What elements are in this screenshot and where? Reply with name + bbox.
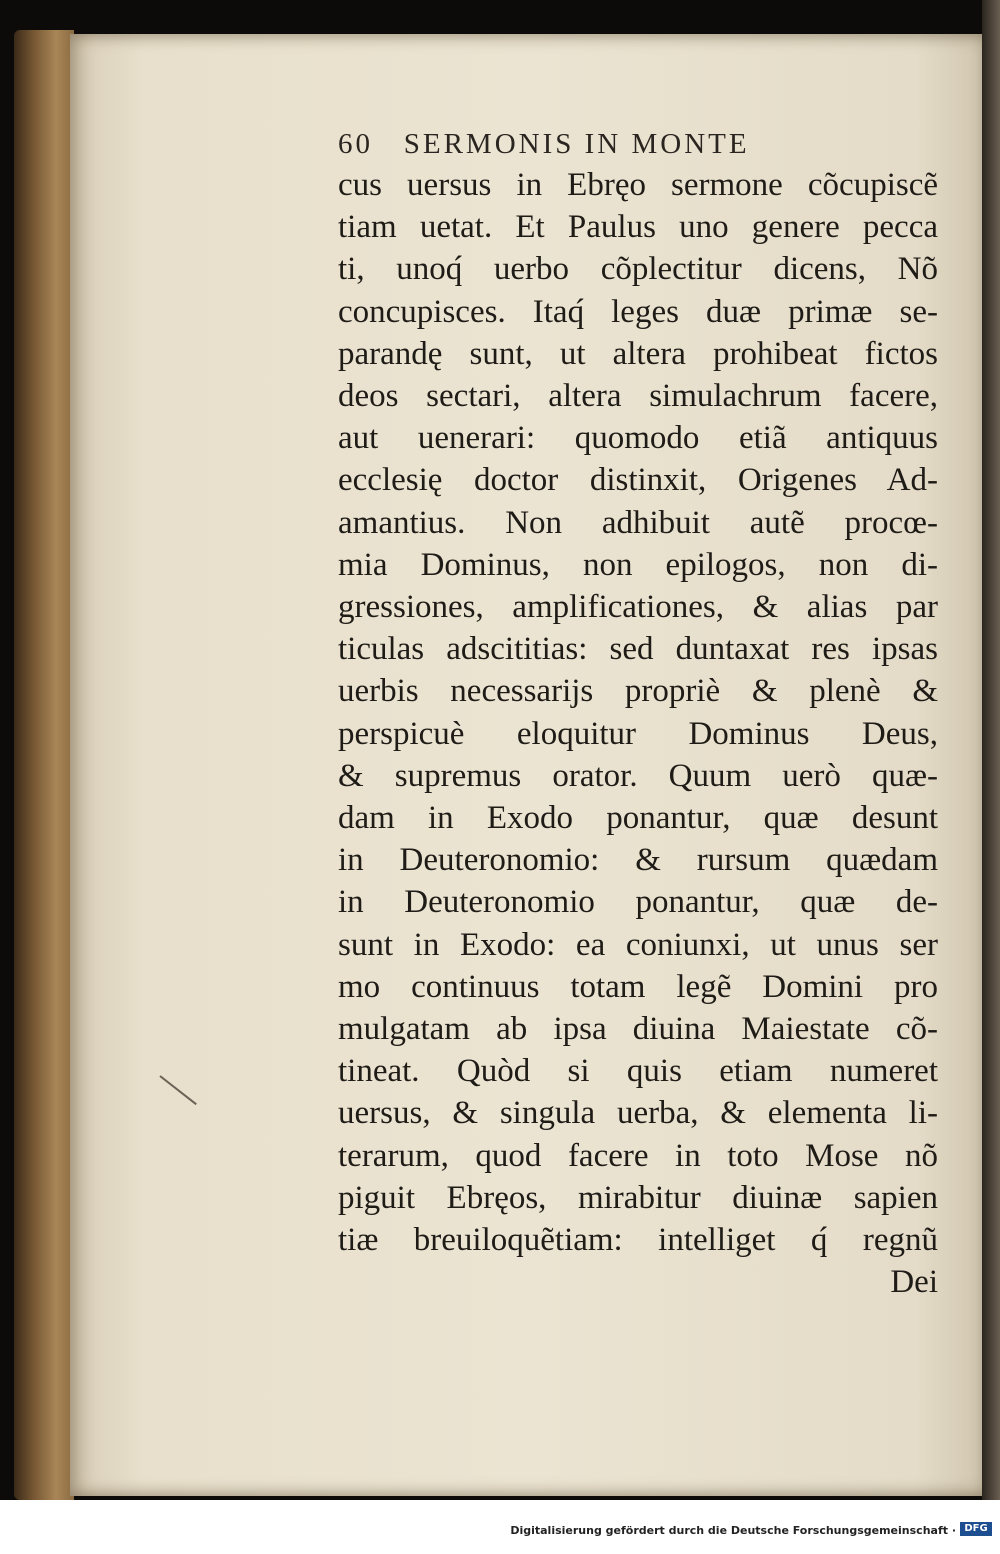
text-line: tiæ breuiloquẽtiam: intelliget q́ regnũ xyxy=(338,1222,938,1259)
footer-credit: Digitalisierung gefördert durch die Deutsche Forschungsgemeinschaft · xyxy=(510,1524,956,1537)
text-line: mulgatam ab ipsa diuina Maiestate cõ- xyxy=(338,1011,938,1048)
running-title: SERMONIS IN MONTE xyxy=(403,128,750,160)
text-line: uersus, & singula uerba, & elementa li- xyxy=(338,1095,938,1132)
book-edge xyxy=(14,30,74,1500)
catchword: Dei xyxy=(890,1264,938,1301)
text-line: amantius. Non adhibuit autẽ procœ- xyxy=(338,504,938,541)
running-header xyxy=(338,128,938,161)
text-line: ti, unoq́ uerbo cõplectitur dicens, Nõ xyxy=(338,251,938,288)
next-page-edge xyxy=(982,0,1000,1500)
text-line: terarum, quod facere in toto Mose nõ xyxy=(338,1137,938,1174)
text-line: mia Dominus, non epilogos, non di- xyxy=(338,546,938,583)
text-line: ecclesię doctor distinxit, Origenes Ad- xyxy=(338,462,938,499)
text-line: in Deuteronomio: & rursum quædam xyxy=(338,842,938,879)
text-line: sunt in Exodo: ea coniunxi, ut unus ser xyxy=(338,926,938,963)
text-line: uerbis necessarijs propriè & plenè & xyxy=(338,673,938,710)
text-line: tiam uetat. Et Paulus uno genere pecca xyxy=(338,209,938,246)
text-line: piguit Ebręos, mirabitur diuinæ sapien xyxy=(338,1179,938,1216)
text-line: mo continuus totam legẽ Domini pro xyxy=(338,968,938,1005)
dfg-logo: DFG xyxy=(960,1522,992,1536)
text-line: dam in Exodo ponantur, quæ desunt xyxy=(338,800,938,837)
text-line: parandę sunt, ut altera prohibeat fictos xyxy=(338,335,938,372)
text-line: aut uenerari: quomodo etiã antiquus xyxy=(338,420,938,457)
text-line: concupisces. Itaq́ leges duæ primæ se- xyxy=(338,293,938,330)
text-line: perspicuè eloquitur Dominus Deus, xyxy=(338,715,938,752)
footer-bar xyxy=(0,1500,1000,1554)
text-line: deos sectari, altera simulachrum facere, xyxy=(338,378,938,415)
page-number: 60 xyxy=(338,128,373,160)
text-line: in Deuteronomio ponantur, quæ de- xyxy=(338,884,938,921)
text-line: & supremus orator. Quum uerò quæ- xyxy=(338,757,938,794)
text-line: gressiones, amplificationes, & alias par xyxy=(338,589,938,626)
text-line: cus uersus in Ebręo sermone cõcupiscẽ xyxy=(338,167,938,203)
text-line: tineat. Quòd si quis etiam numeret xyxy=(338,1053,938,1090)
text-line: ticulas adscititias: sed duntaxat res ipsas xyxy=(338,631,938,668)
body-text xyxy=(338,164,938,1303)
